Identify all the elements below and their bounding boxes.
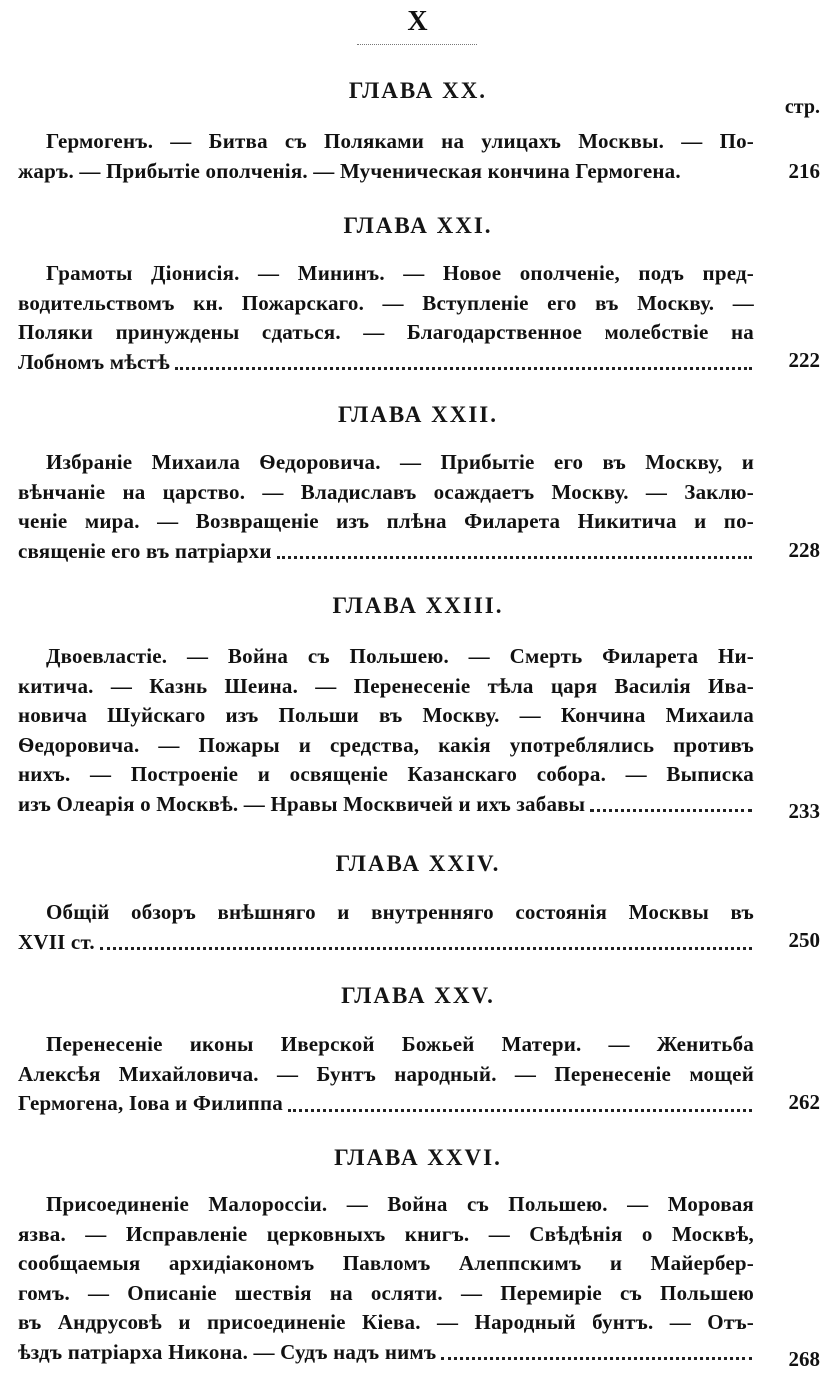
chapter-heading: ГЛАВА XXIV.: [335, 851, 501, 876]
entry-line: Перенесеніе иконы Иверской Божьей Матери. — Женитьба: [46, 1032, 754, 1056]
entry-line: сообщаемыя архидіакономъ Павломъ Алеппскимъ и Майербер-: [18, 1251, 754, 1275]
chapter-heading: ГЛАВА XXV.: [341, 983, 495, 1008]
dot-leader: [277, 550, 752, 559]
dot-leader: [590, 803, 752, 812]
entry-line-text: жаръ. — Прибытіе ополченія. — Мученическая кончина Гермогена.: [18, 158, 681, 183]
entry-line: китича. — Казнь Шеина. — Перенесеніе тѣла царя Василія Ива-: [18, 673, 754, 698]
entry-line: [18, 157, 754, 187]
chapter-entry: [18, 448, 754, 566]
entry-line: [18, 537, 754, 567]
entry-line: Ѳедоровича. — Пожары и средства, какія употреблялись противъ: [18, 732, 754, 757]
entry-line: Грамоты Діонисія. — Мининъ. — Новое ополченіе, подъ пред-: [46, 261, 754, 285]
entry-line: [18, 928, 754, 958]
entry-line-text: священіе его въ патріархи: [18, 538, 272, 563]
entry-line: [18, 790, 754, 820]
chapter-heading: ГЛАВА XXI.: [343, 213, 493, 238]
chapter-page-number: 216: [788, 159, 820, 183]
chapter-entry: [18, 1030, 754, 1119]
chapter-entry: [18, 642, 754, 819]
dot-leader: [686, 173, 752, 179]
chapter-entry: [18, 127, 754, 186]
entry-line: новича Шуйскаго изъ Польши въ Москву. — Кончина Михаила: [18, 703, 754, 727]
chapter-page-number: 228: [788, 538, 820, 562]
entry-line: язва. — Исправленіе церковныхъ книгъ. — Свѣдѣнія о Москвѣ,: [18, 1221, 754, 1246]
dot-leader: [288, 1103, 752, 1112]
chapter-heading: ГЛАВА XXII.: [337, 402, 499, 427]
chapter-page-number: 222: [788, 348, 820, 372]
entry-line-text: Гермогена, Іова и Филиппа: [18, 1091, 283, 1115]
entry-line: Присоединеніе Малороссіи. — Война съ Польшею. — Моровая: [46, 1192, 754, 1216]
entry-line: ченіе мира. — Возвращеніе изъ плѣна Филарета Никитича и по-: [18, 509, 754, 533]
entry-line: [18, 1089, 754, 1119]
dot-leader: [100, 941, 752, 950]
entry-line: [18, 348, 754, 378]
dot-leader: [441, 1351, 752, 1360]
chapter-entry: [18, 259, 754, 377]
entry-line-text: XVII ст.: [18, 929, 95, 954]
entry-line-text: изъ Олеарія о Москвѣ. — Нравы Москвичей и ихъ забавы: [18, 791, 586, 816]
chapter-page-number: 250: [788, 928, 820, 952]
entry-line: [18, 1338, 754, 1368]
chapter-heading: ГЛАВА XXVI.: [334, 1145, 502, 1170]
entry-line-text: ѣздъ патріарха Никона. — Судъ надъ нимъ: [18, 1339, 437, 1364]
chapter-page-number: 268: [788, 1347, 820, 1371]
chapter-page-number: 233: [788, 799, 820, 823]
entry-line: гомъ. — Описаніе шествія на осляти. — Перемиріе съ Польшею: [18, 1280, 754, 1305]
entry-line: Алексѣя Михайловича. — Бунтъ народный. — Перенесеніе мощей: [18, 1061, 754, 1086]
entry-line: водительствомъ кн. Пожарскаго. — Вступленіе его въ Москву. —: [18, 290, 754, 315]
page-number: X: [407, 6, 429, 37]
chapter-entry: [18, 898, 754, 957]
chapter-page-number: 262: [788, 1090, 820, 1114]
dot-leader: [175, 361, 752, 370]
chapter-entry: [18, 1190, 754, 1367]
entry-line: Двоевластіе. — Война съ Польшею. — Смерть Филарета Ни-: [46, 644, 754, 668]
entry-line: Общій обзоръ внѣшняго и внутренняго состоянія Москвы въ: [46, 900, 754, 924]
page-column-label: стр.: [784, 96, 820, 118]
chapter-heading: ГЛАВА XXIII.: [332, 593, 504, 618]
header-rule: [357, 44, 477, 45]
entry-line: Избраніе Михаила Ѳедоровича. — Прибытіе его въ Москву, и: [46, 450, 754, 474]
entry-line: нихъ. — Построеніе и освященіе Казанскаго собора. — Выписка: [18, 762, 754, 786]
entry-line-text: Лобномъ мѣстѣ: [18, 349, 170, 374]
entry-line: Гермогенъ. — Битва съ Поляками на улицахъ Москвы. — По-: [46, 129, 754, 153]
entry-line: вѣнчаніе на царство. — Владиславъ осаждаетъ Москву. — Заклю-: [18, 479, 754, 504]
chapter-heading: ГЛАВА XX.: [348, 78, 488, 103]
entry-line: въ Андрусовѣ и присоединеніе Кіева. — Народный бунтъ. — Отъ-: [18, 1310, 754, 1334]
entry-line: Поляки принуждены сдаться. — Благодарственное молебствіе на: [18, 320, 754, 344]
